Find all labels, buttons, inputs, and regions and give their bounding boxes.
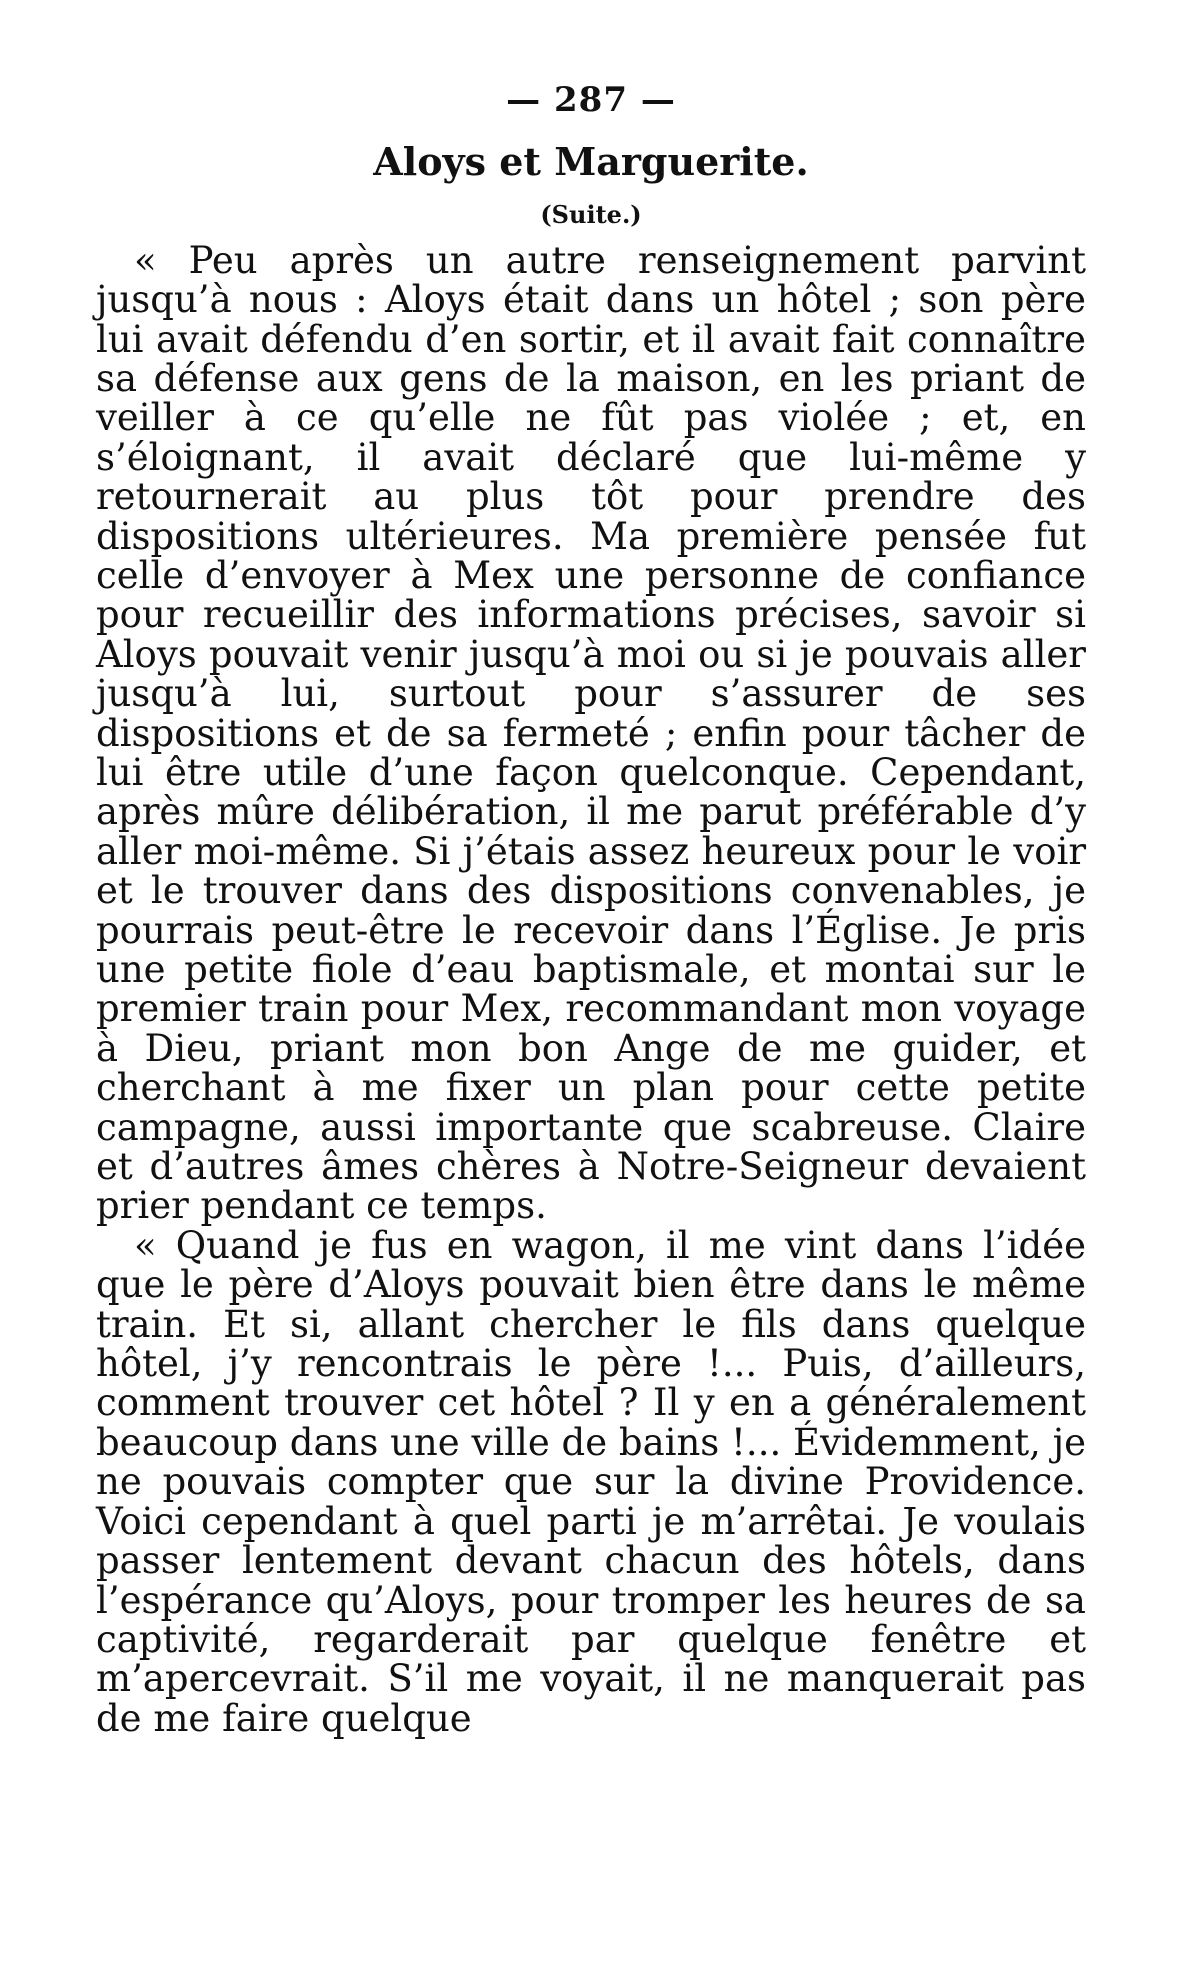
page [96,80,1086,1738]
page-title: Aloys et Marguerite. [373,139,809,184]
page-number: — 287 — [506,80,676,120]
body-text [96,238,1086,1740]
paragraph: « Peu après un autre renseignement parvint jusqu’à nous : Aloys était dans un hôtel ; son père lui avait défendu d’en sortir, et il avait fait connaître sa défense aux gens de la maison, en les priant de veiller à ce qu’elle ne fût pas violée ; et, en s’éloignant, il avait déclaré que lui-même y retournerait au plus tôt pour prendre des dispositions ultérieures. Ma première pensée fut celle d’envoyer à Mex une personne de confiance pour recueillir des informations précises, savoir si Aloys pouvait venir jusqu’à moi ou si je pouvais aller jusqu’à lui, surtout pour s’assurer de ses dispositions et de sa fermeté ; enfin pour tâcher de lui être utile d’une façon quelconque. Cependant, après mûre délibération, il me parut préférable d’y aller moi-même. Si j’étais assez heureux pour le voir et le trouver dans des dispositions convenables, je pourrais peut-être le recevoir dans l’Église. Je pris une petite fiole d’eau baptismale, et montai sur le premier train pour Mex, recommandant mon voyage à Dieu, priant mon bon Ange de me guider, et cherchant à me fixer un plan pour cette petite campagne, aussi importante que scabreuse. Claire et d’autres âmes chères à Notre-Seigneur devaient prier pendant ce temps. [96,238,1086,1228]
subtitle: (Suite.) [540,199,642,229]
paragraph: « Quand je fus en wagon, il me vint dans l’idée que le père d’Aloys pouvait bien être dans le même train. Et si, allant chercher le fils dans quelque hôtel, j’y rencontrais le père !... Puis, d’ailleurs, comment trouver cet hôtel ? Il y en a généralement beaucoup dans une ville de bains !... Évidemment, je ne pouvais compter que sur la divine Providence. Voici cependant à quel parti je m’arrêtai. Je voulais passer lentement devant chacun des hôtels, dans l’espérance qu’Aloys, pour tromper les heures de sa captivité, regarderait par quelque fenêtre et m’apercevrait. S’il me voyait, il ne manquerait pas de me faire quelque [96,1223,1086,1740]
